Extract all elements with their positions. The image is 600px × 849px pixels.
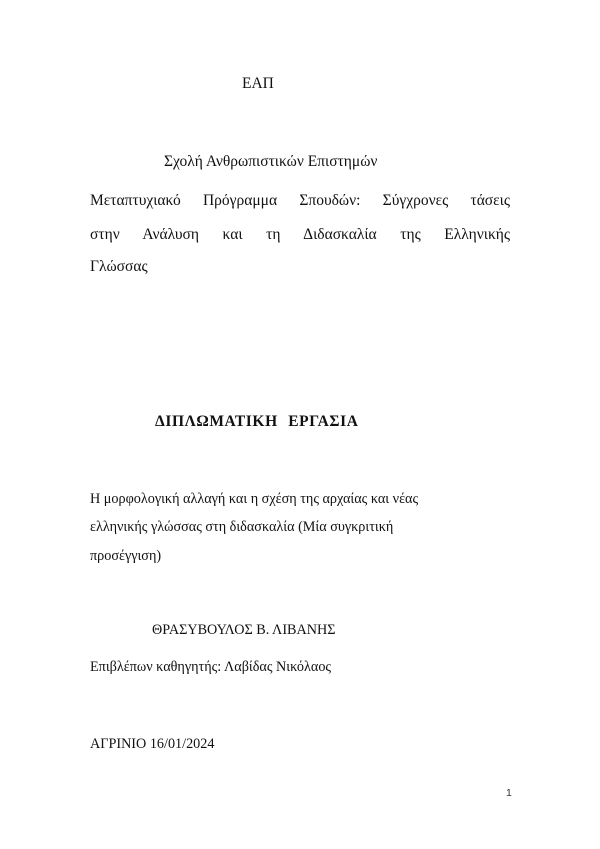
page-number: 1 (506, 787, 512, 799)
program-line-2: στην Ανάλυση και τη Διδασκαλία της Ελληνικής (90, 226, 510, 243)
thesis-title-line-3: προσέγγιση) (90, 548, 162, 564)
school-name: Σχολή Ανθρωπιστικών Επιστημών (164, 153, 378, 170)
author-name: ΘΡΑΣΥΒΟΥΛΟΣ Β. ΛΙΒΑΝΗΣ (152, 622, 336, 638)
thesis-title-line-2: ελληνικής γλώσσας στη διδασκαλία (Μία συγκριτική (90, 519, 394, 535)
place-date: ΑΓΡΙΝΙΟ 16/01/2024 (90, 736, 215, 752)
program-line-1: Μεταπτυχιακό Πρόγραμμα Σπουδών: Σύγχρονες τάσεις (90, 192, 510, 209)
program-line-3: Γλώσσας (90, 258, 148, 275)
supervisor-line: Επιβλέπων καθηγητής: Λαβίδας Νικόλαος (90, 659, 332, 675)
institution-label: ΕΑΠ (242, 75, 274, 92)
thesis-title-line-1: Η μορφολογική αλλαγή και η σχέση της αρχαίας και νέας (90, 491, 419, 507)
document-type-heading: ΔΙΠΛΩΜΑΤΙΚΗ ΕΡΓΑΣΙΑ (155, 413, 359, 430)
